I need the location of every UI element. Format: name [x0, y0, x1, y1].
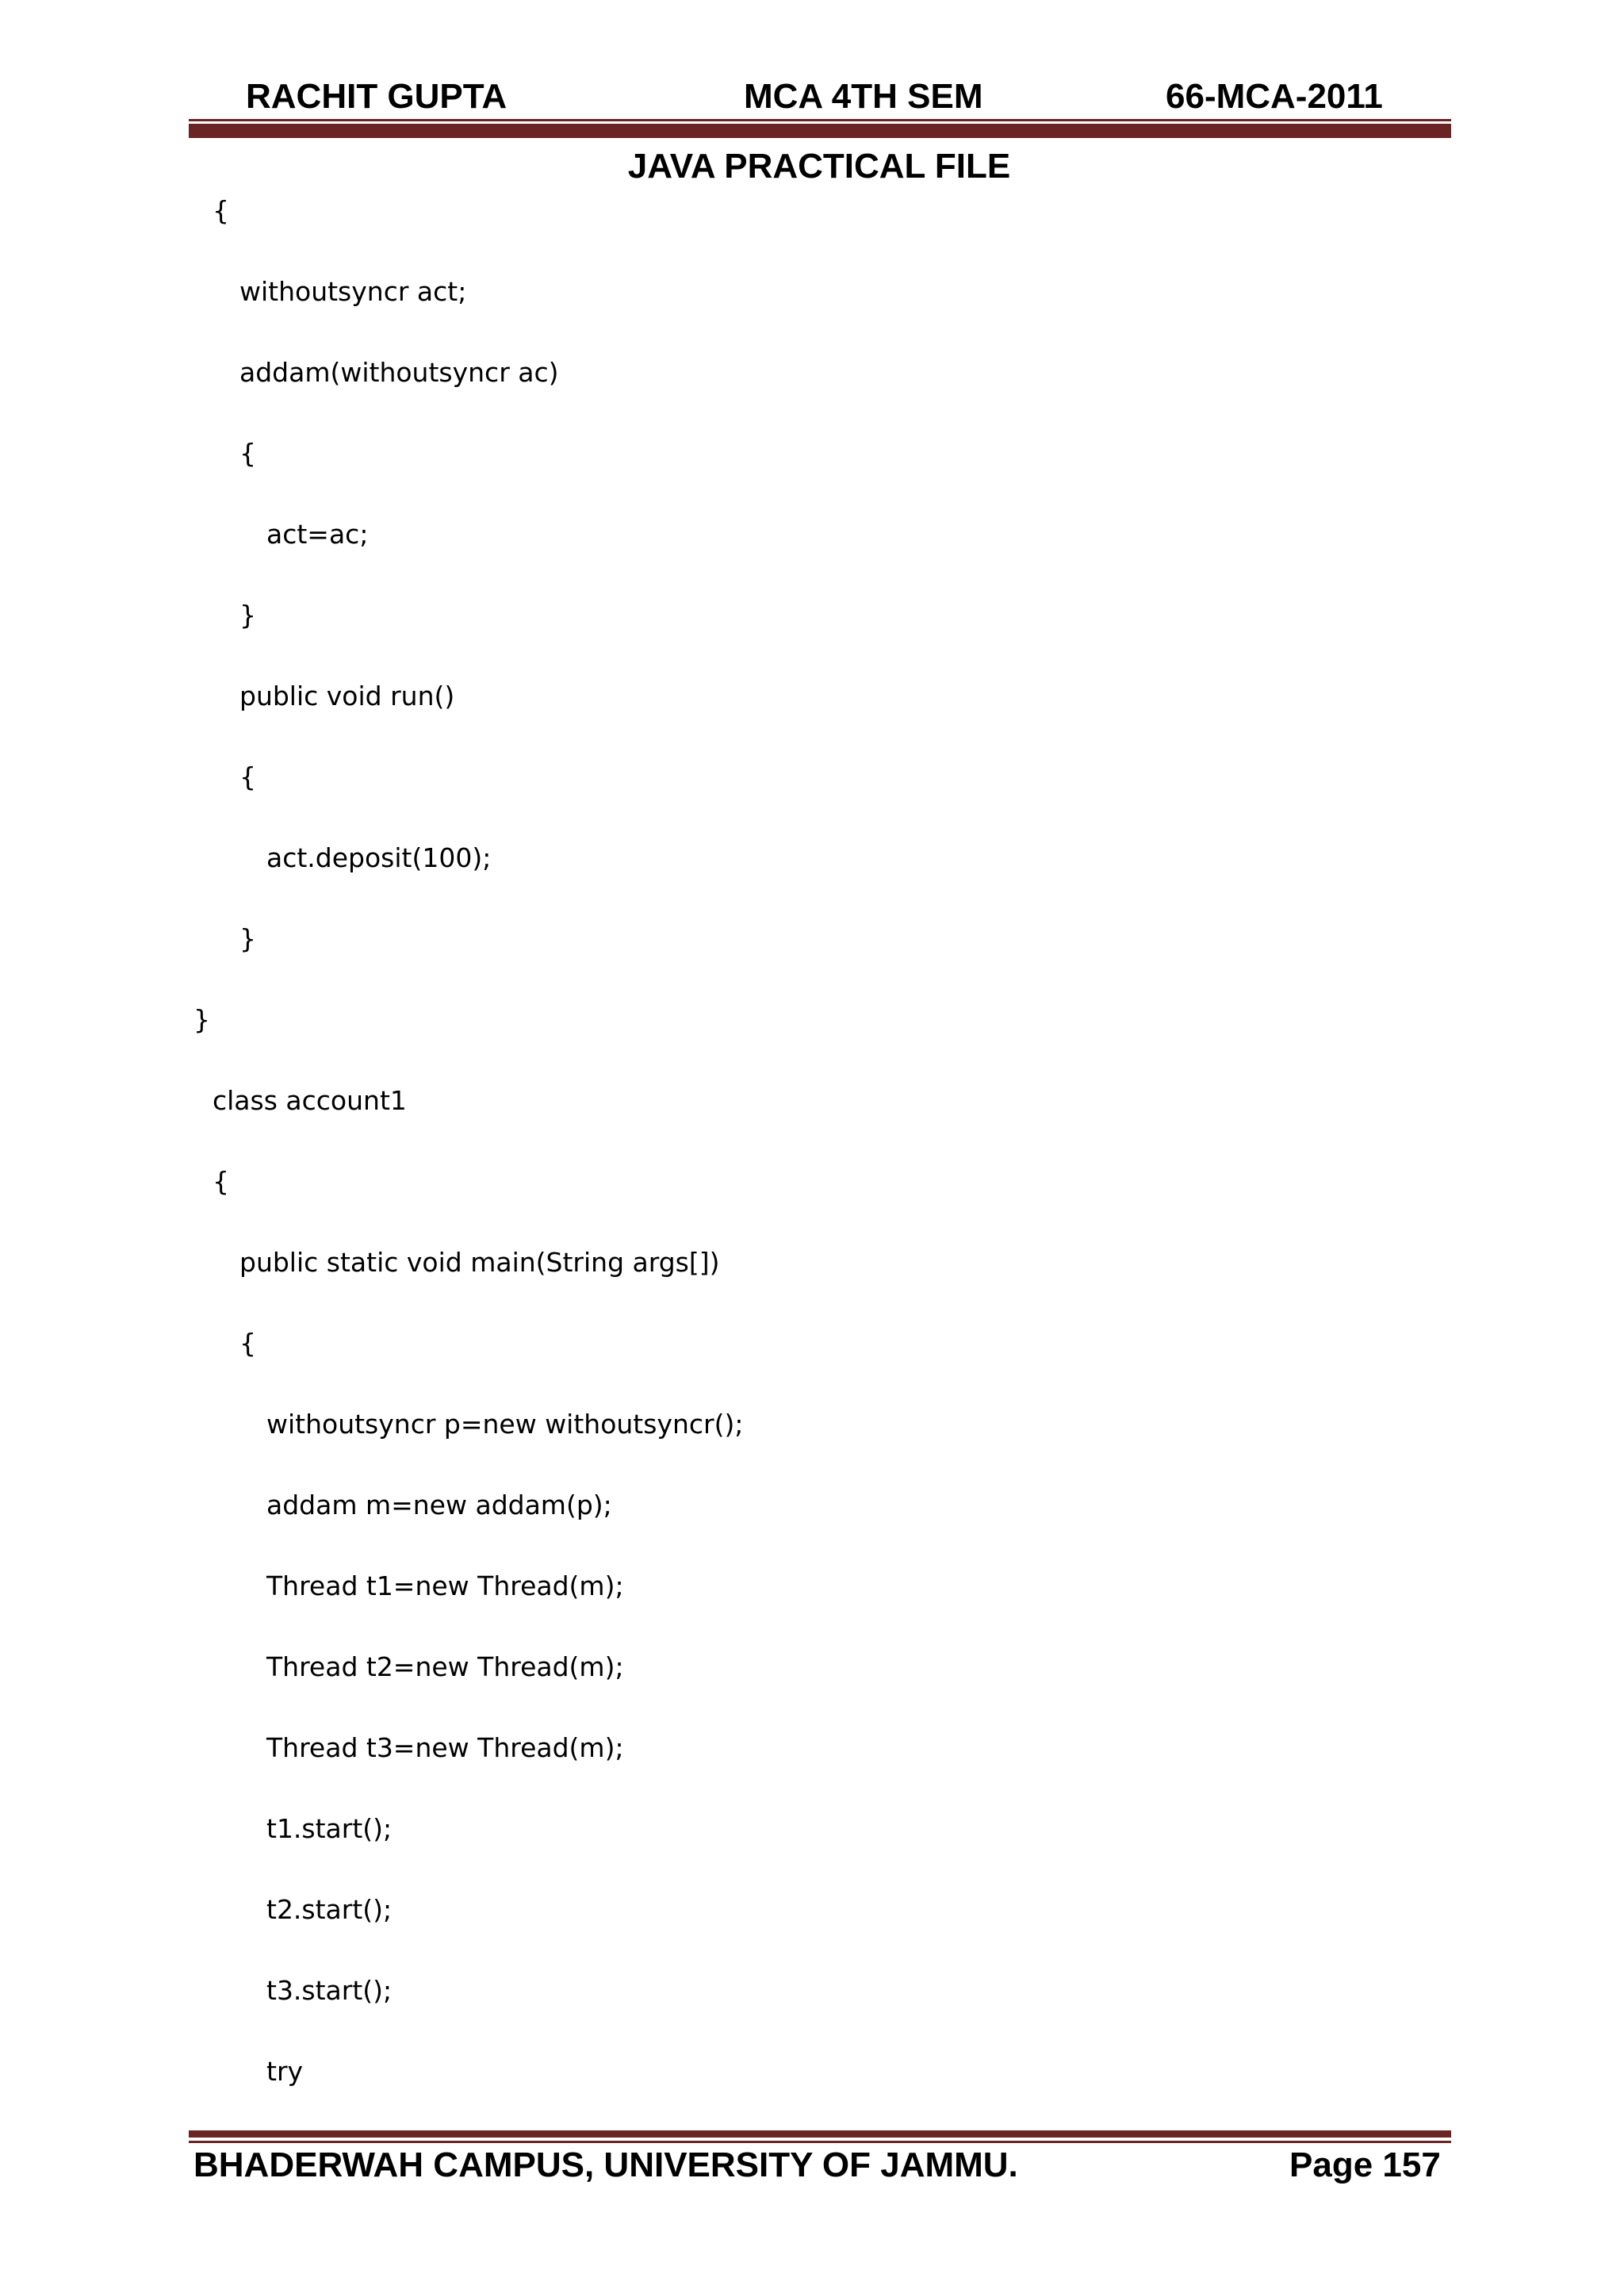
footer-rule-thick: [189, 2130, 1451, 2138]
code-line: }: [239, 923, 256, 954]
header-course: MCA 4TH SEM: [744, 77, 983, 116]
code-line: addam(withoutsyncr ac): [239, 357, 559, 388]
code-line: {: [213, 195, 229, 226]
header-rule-thin: [189, 119, 1451, 121]
code-line: }: [193, 1004, 210, 1035]
code-line: withoutsyncr act;: [239, 276, 467, 307]
code-line: try: [266, 2056, 304, 2087]
code-line: Thread t3=new Thread(m);: [266, 1732, 624, 1763]
code-line: {: [239, 761, 256, 792]
code-line: class account1: [213, 1085, 407, 1116]
code-line: {: [239, 438, 256, 469]
document-title: JAVA PRACTICAL FILE: [627, 147, 1011, 186]
code-line: {: [239, 1328, 256, 1359]
page-header: [0, 73, 1624, 121]
code-line: addam m=new addam(p);: [266, 1490, 612, 1520]
code-line: }: [239, 600, 256, 631]
header-author-name: RACHIT GUPTA: [246, 77, 508, 116]
code-line: t1.start();: [266, 1813, 393, 1844]
code-line: Thread t2=new Thread(m);: [266, 1651, 624, 1682]
header-rule-thick: [189, 124, 1451, 138]
code-line: public void run(): [239, 681, 455, 711]
footer-institution: BHADERWAH CAMPUS, UNIVERSITY OF JAMMU.: [193, 2145, 1018, 2184]
code-line: act.deposit(100);: [266, 842, 492, 873]
code-line: t3.start();: [266, 1975, 393, 2006]
code-line: t2.start();: [266, 1894, 393, 1925]
header-roll-number: 66-MCA-2011: [1166, 77, 1383, 116]
code-line: public static void main(String args[]): [239, 1247, 720, 1278]
code-line: Thread t1=new Thread(m);: [266, 1570, 624, 1601]
page-number: Page 157: [1289, 2145, 1441, 2184]
code-line: {: [213, 1166, 229, 1197]
code-line: withoutsyncr p=new withoutsyncr();: [266, 1409, 744, 1440]
code-line: act=ac;: [266, 519, 369, 550]
